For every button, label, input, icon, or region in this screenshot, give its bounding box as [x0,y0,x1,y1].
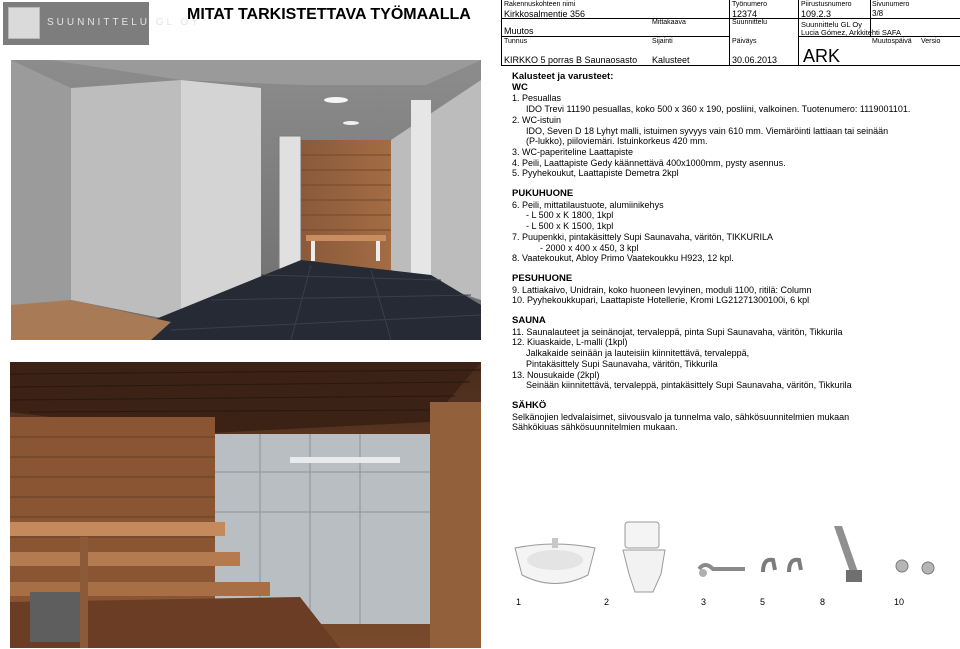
designer-person: Lucia Gómez, Arkkitehti SAFA [801,28,902,37]
towel-hook-icon [755,552,815,582]
page-title: MITAT TARKISTETTAVA TYÖMAALLA [187,6,471,23]
notes-line: 13. Nousukaide (2kpl) [512,369,600,380]
notes-line: IDO Trevi 11190 pesuallas, koko 500 x 360 x 190, posliini, valkoinen. Tuotenumero: 1119001101. [526,104,911,115]
notes-spacer [512,179,952,189]
drawing-number: 109.2.3 [801,9,832,19]
notes-line: Sähkökiuas sähkösuunnitelmien mukaan. [512,422,678,433]
location-value: Kalusteet [652,55,690,65]
product-toilet [615,518,675,596]
notes-spacer [512,306,952,316]
notes-line: Seinään kiinnitettävä, tervaleppä, pintakäsittely Supi Saunavaha, väritön, Tikkurila [526,380,852,391]
product-coat-hook [828,522,868,590]
notes-line: Jalkakaide seinään ja lauteisiin kiinnitettävä, tervaleppä, [526,348,750,359]
notes-line: - 2000 x 400 x 450, 3 kpl [540,242,639,253]
id-label: Tunnus [504,38,528,45]
notes-line: (P-lukko), piiloviemäri. Istuinkorkeus 420 mm. [526,136,708,147]
fixtures-notes [512,72,952,433]
notes-section-title: PUKUHUONE [512,188,574,200]
notes-line: 8. Vaatekoukut, Abloy Primo Vaatekoukku H923, 12 kpl. [512,253,734,264]
project-name: Kirkkosalmentie 356 [504,9,586,19]
notes-line: 7. Puupenkki, pintakäsittely Supi Saunavaha, väritön, TIKKURILA [512,231,773,242]
washbasin-icon [510,520,600,590]
change-label: Muutos [504,26,534,36]
coat-hook-icon [828,522,868,590]
notes-line: 2. WC-istuin [512,114,562,125]
notes-line: 11. Saunalauteet ja seinänojat, tervaleppä, pinta Supi Saunavaha, väritön, Tikkurila [512,326,843,337]
product-number-8: 8 [820,597,826,607]
notes-line: 12. Kiuaskaide, L-malli (1kpl) [512,337,628,348]
product-number-1: 1 [516,597,522,607]
notes-line: 10. Pyyhekoukkupari, Laattapiste Hotellerie, Kromi LG21271300100i, 6 kpl [512,295,810,306]
notes-line: Selkänojien ledvalaisimet, siivousvalo ja tunnelma valo, sähkösuunnitelmien mukaan [512,411,850,422]
render-changing-room [11,60,481,340]
scale-label: Mittakaava [652,19,686,26]
product-number-3: 3 [701,597,707,607]
notes-line: 1. Pesuallas [512,93,562,104]
location-label: Sijainti [652,38,673,45]
notes-line: Pintakäsittely Supi Saunavaha, väritön, Tikkurila [526,358,718,369]
notes-line: 3. WC-paperiteline Laattapiste [512,146,634,157]
product-number-10: 10 [894,597,905,607]
notes-heading: Kalusteet ja varusteet: [512,71,614,82]
id-value: KIRKKO 5 porras B Saunaosasto [504,55,638,65]
notes-line: 6. Peili, mittatilaustuote, alumiinikehys [512,199,664,210]
work-number: 12374 [732,9,758,19]
project-name-label: Rakennuskohteen nimi [504,1,576,8]
notes-line: - L 500 x K 1800, 1kpl [526,210,614,221]
drawing-number-label: Piirustusnumero [801,1,852,8]
notes-section-title: WC [512,81,528,93]
product-towel-hooks [755,552,815,582]
notes-section-title: SAUNA [512,315,546,327]
notes-spacer [512,391,952,401]
date-value: 30.06.2013 [732,55,778,65]
version-label: Versio [921,38,941,45]
company-logo [3,2,201,45]
notes-line: 5. Pyyhekoukut, Laattapiste Demetra 2kpl [512,168,679,179]
notes-line: - L 500 x K 1500, 1kpl [526,221,614,232]
designer-label: Suunnittelu [732,19,768,26]
discipline-code: ARK [803,46,841,66]
render-changing-room-image [11,60,481,340]
double-hook-icon [888,552,943,582]
notes-line: 9. Lattiakaivo, Unidrain, koko huoneen levyinen, moduli 1100, ritilä: Column [512,284,812,295]
notes-spacer [512,264,952,274]
logo-text: SUUNNITTELU GL OY [47,17,201,28]
change-date-label: Muutospäivä [872,38,912,45]
notes-line: IDO, Seven D 18 Lyhyt malli, istuimen syvyys vain 610 mm. Viemäröinti lattiaan tai seinään [526,125,889,136]
page-number-label: Sivunumero [872,1,910,8]
notes-section-title: PESUHUONE [512,272,573,284]
product-number-5: 5 [760,597,766,607]
product-double-hook [888,552,943,582]
notes-section-title: SÄHKÖ [512,399,547,411]
render-sauna-image [10,362,481,648]
date-label: Päiväys [732,38,757,45]
product-washbasin [510,520,600,590]
render-sauna [10,362,481,648]
work-number-label: Työnumero [732,1,768,8]
title-block [501,0,960,66]
paper-holder-icon [695,555,750,585]
page-number: 3/8 [872,9,884,18]
product-number-2: 2 [604,597,610,607]
product-paper-holder [695,555,750,585]
logo-mark-icon [8,7,40,39]
toilet-icon [615,518,675,596]
notes-line: 4. Peili, Laattapiste Gedy käännettävä 400x1000mm, pysty asennus. [512,157,786,168]
designer-company: Suunnittelu GL Oy [801,20,863,29]
